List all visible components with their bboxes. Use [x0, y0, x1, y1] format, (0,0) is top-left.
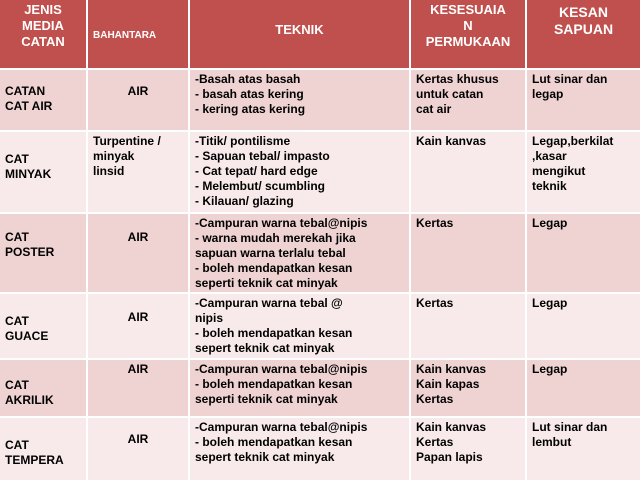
header-teknik: TEKNIK	[190, 0, 411, 68]
cell-bahantara: AIR	[88, 214, 190, 292]
cell-teknik: -Campuran warna tebal@nipis - boleh mendapatkan kesan sepert teknik cat minyak	[190, 418, 411, 480]
table-row	[0, 70, 640, 132]
cell-kesan: Legap	[527, 214, 640, 292]
cell-teknik: -Campuran warna tebal @ nipis - boleh mendapatkan kesan sepert teknik cat minyak	[190, 294, 411, 358]
cell-media: CAT MINYAK	[0, 132, 88, 212]
header-kesesuaian: KESESUAIA N PERMUKAAN	[411, 0, 527, 68]
cell-media: CAT TEMPERA	[0, 418, 88, 480]
cell-bahantara: AIR	[88, 418, 190, 480]
cell-kesan: Legap	[527, 294, 640, 358]
cell-teknik: -Titik/ pontilisme - Sapuan tebal/ impasto - Cat tepat/ hard edge - Melembut/ scumbling - Kilauan/ glazing	[190, 132, 411, 212]
cell-bahantara: AIR	[88, 70, 190, 130]
cell-teknik: -Campuran warna tebal@nipis - warna mudah merekah jika sapuan warna terlalu tebal - boleh mendapatkan kesan seperti teknik cat minyak	[190, 214, 411, 292]
cell-media: CATAN CAT AIR	[0, 70, 88, 130]
header-jenis-media: JENIS MEDIA CATAN	[0, 0, 88, 68]
cell-permukaan: Kertas khusus untuk catan cat air	[411, 70, 527, 130]
header-bahantara: BAHANTARA	[88, 0, 190, 68]
header-kesan-sapuan: KESAN SAPUAN	[527, 0, 640, 68]
cell-permukaan: Kain kanvas	[411, 132, 527, 212]
table-row	[0, 214, 640, 294]
table-row	[0, 132, 640, 214]
table-row	[0, 418, 640, 480]
cell-kesan: Legap	[527, 360, 640, 416]
cell-bahantara: AIR	[88, 294, 190, 358]
cell-kesan: Lut sinar dan legap	[527, 70, 640, 130]
cell-permukaan: Kertas	[411, 214, 527, 292]
cell-media: CAT POSTER	[0, 214, 88, 292]
cell-teknik: -Basah atas basah - basah atas kering - kering atas kering	[190, 70, 411, 130]
cell-media: CAT GUACE	[0, 294, 88, 358]
table-row	[0, 294, 640, 360]
cell-bahantara: Turpentine / minyak linsid	[88, 132, 190, 212]
cell-permukaan: Kain kanvas Kain kapas Kertas	[411, 360, 527, 416]
header-row	[0, 0, 640, 70]
table-row	[0, 360, 640, 418]
cell-media: CAT AKRILIK	[0, 360, 88, 416]
cell-permukaan: Kain kanvas Kertas Papan lapis	[411, 418, 527, 480]
cell-kesan: Lut sinar dan lembut	[527, 418, 640, 480]
cell-permukaan: Kertas	[411, 294, 527, 358]
cell-bahantara: AIR	[88, 360, 190, 416]
cell-kesan: Legap,berkilat ,kasar mengikut teknik	[527, 132, 640, 212]
cell-teknik: -Campuran warna tebal@nipis - boleh mendapatkan kesan seperti teknik cat minyak	[190, 360, 411, 416]
